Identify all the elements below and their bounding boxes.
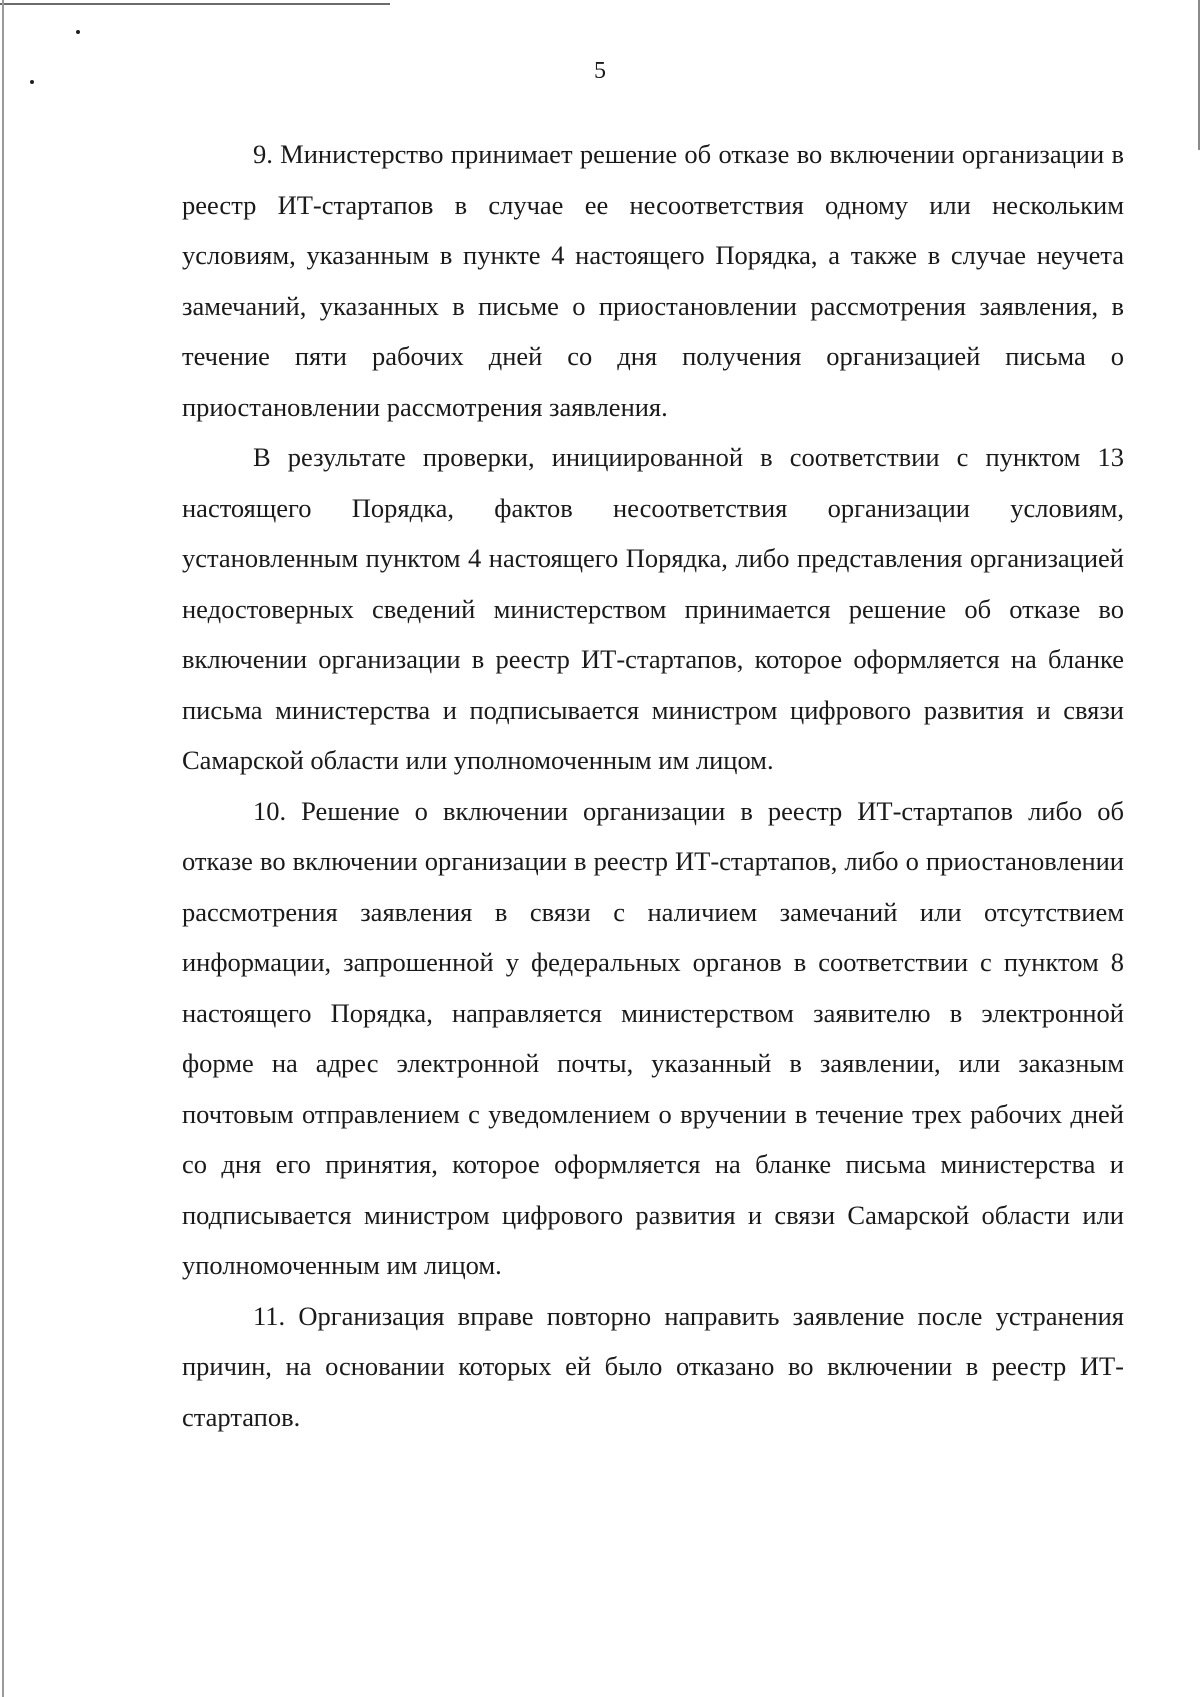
paragraph: 10. Решение о включении организации в реестр ИТ-стартапов либо об отказе во включении организации в реестр ИТ-стартапов, либо о приостановлении рассмотрения заявления в связи с наличием замечаний или отсутствием информации, запрошенной у федеральных органов в соответствии с пунктом 8 настоящего Порядка, направляется министерством заявителю в электронной форме на адрес электронной почты, указанный в заявлении, или заказным почтовым отправлением с уведомлением о вручении в течение трех рабочих дней со дня его принятия, которое оформляется на бланке письма министерства и подписывается министром цифрового развития и связи Самарской области или уполномоченным им лицом.: [182, 795, 1124, 1280]
scan-speck: [30, 80, 34, 84]
page-number: 5: [594, 58, 606, 84]
paragraph: 9. Министерство принимает решение об отказе во включении организации в реестр ИТ-стартапов в случае ее несоответствия одному или нескольким условиям, указанным в пункте 4 настоящего Порядка, а также в случае неучета замечаний, указанных в письме о приостановлении рассмотрения заявления, в течение пяти рабочих дней со дня получения организацией письма о приостановлении рассмотрения заявления.: [182, 139, 1124, 422]
scan-edge-line: [0, 3, 390, 5]
scan-edge-line: [2, 0, 4, 1697]
paragraph: 11. Организация вправе повторно направить заявление после устранения причин, на основании которых ей было отказано во включении в реестр ИТ-стартапов.: [182, 1300, 1124, 1432]
scan-speck: [76, 30, 80, 34]
document-body: [182, 129, 1124, 1442]
paragraph: В результате проверки, инициированной в соответствии с пунктом 13 настоящего Порядка, фактов несоответствия организации условиям, установленным пунктом 4 настоящего Порядка, либо представления организацией недостоверных сведений министерством принимается решение об отказе во включении организации в реестр ИТ-стартапов, которое оформляется на бланке письма министерства и подписывается министром цифрового развития и связи Самарской области или уполномоченным им лицом.: [182, 442, 1124, 775]
